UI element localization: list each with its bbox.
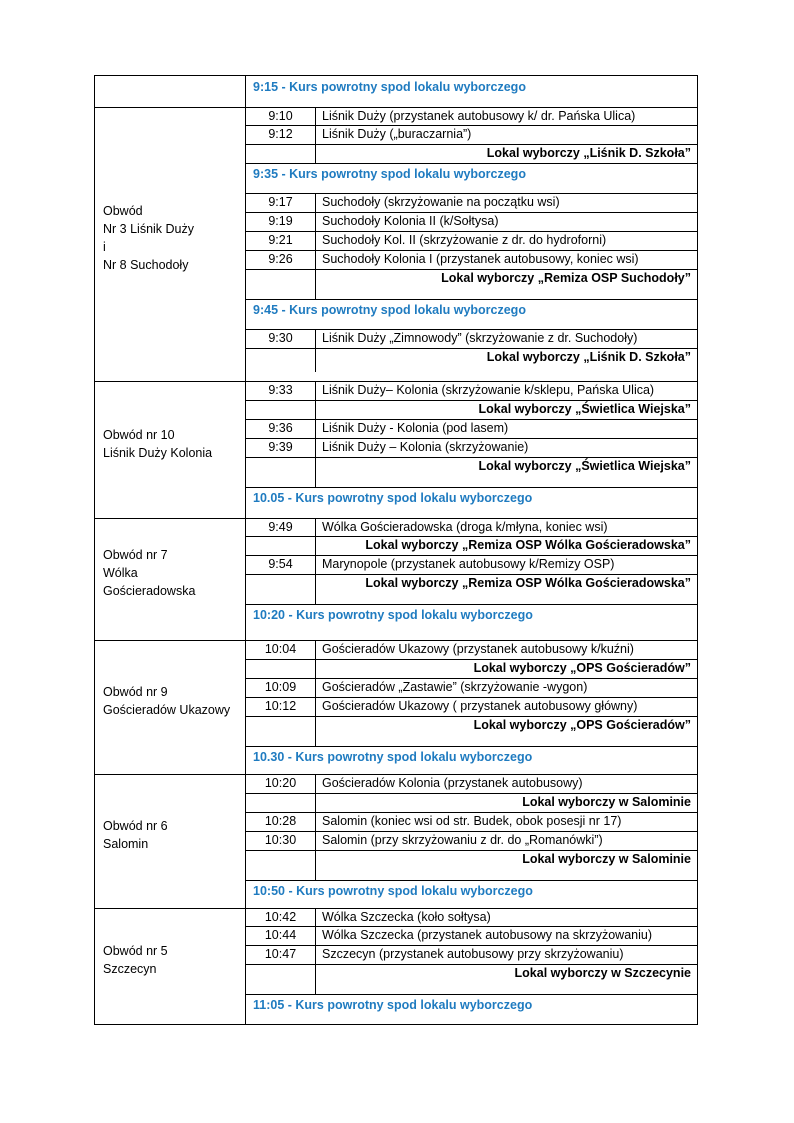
- obwod-label: Obwód nr 5: [103, 944, 168, 958]
- obwod-label: Gościeradów Ukazowy: [103, 703, 231, 717]
- obwod-label: Obwód: [103, 204, 143, 218]
- stop-time: 9:10: [268, 109, 293, 123]
- obwod-cell-empty: [95, 76, 246, 107]
- return-course-label: 9:45 - Kurs powrotny spod lokalu wyborczego: [253, 303, 526, 317]
- column-divider: [315, 231, 316, 250]
- column-divider: [315, 574, 316, 604]
- row-divider: [246, 299, 697, 300]
- stop-description: Szczecyn (przystanek autobusowy przy skrzyżowaniu): [322, 947, 624, 961]
- stop-description: Wólka Szczecka (koło sołtysa): [322, 910, 491, 924]
- stop-time: 10:42: [264, 910, 297, 924]
- column-divider: [315, 400, 316, 419]
- obwod-label: Salomin: [103, 837, 149, 851]
- obwod-label: Nr 8 Suchodoły: [103, 258, 189, 272]
- stop-time: 10:20: [264, 776, 297, 790]
- row-divider: [246, 880, 697, 881]
- column-divider: [315, 926, 316, 945]
- column-divider: [315, 774, 316, 793]
- stop-time: 9:19: [268, 214, 293, 228]
- stop-description: Suchodoły Kolonia I (przystanek autobusowy, koniec wsi): [322, 252, 639, 266]
- return-course-label: 9:35 - Kurs powrotny spod lokalu wyborczego: [253, 167, 526, 181]
- column-divider: [315, 850, 316, 880]
- column-divider: [315, 269, 316, 299]
- polling-station-label: Lokal wyborczy w Salominie: [522, 852, 691, 866]
- stop-description: Salomin (koniec wsi od str. Budek, obok posesji nr 17): [322, 814, 622, 828]
- column-divider: [315, 716, 316, 746]
- stop-description: Gościeradów Kolonia (przystanek autobusowy): [322, 776, 583, 790]
- obwod-label: Obwód nr 9: [103, 685, 168, 699]
- row-divider: [246, 487, 697, 488]
- stop-time: 9:49: [268, 520, 293, 534]
- column-divider: [315, 831, 316, 850]
- stop-time: 9:12: [268, 127, 293, 141]
- column-divider: [315, 678, 316, 697]
- column-divider: [315, 640, 316, 659]
- stop-description: Liśnik Duży – Kolonia (skrzyżowanie): [322, 440, 529, 454]
- stop-time: 9:54: [268, 557, 293, 571]
- stop-description: Wólka Gościeradowska (droga k/młyna, koniec wsi): [322, 520, 608, 534]
- polling-station-label: Lokal wyborczy „Remiza OSP Suchodoły”: [441, 271, 691, 285]
- column-divider: [315, 457, 316, 487]
- return-course-label: 10.30 - Kurs powrotny spod lokalu wyborczego: [253, 750, 533, 764]
- stop-time: 10:28: [264, 814, 297, 828]
- polling-station-label: Lokal wyborczy „Remiza OSP Wólka Gościeradowska”: [365, 576, 691, 590]
- column-divider: [315, 329, 316, 348]
- stop-time: 10:12: [264, 699, 297, 713]
- obwod-label: Obwód nr 6: [103, 819, 168, 833]
- stop-time: 9:36: [268, 421, 293, 435]
- stop-time: 9:21: [268, 233, 293, 247]
- stop-description: Liśnik Duży (przystanek autobusowy k/ dr. Pańska Ulica): [322, 109, 636, 123]
- stop-time: 9:30: [268, 331, 293, 345]
- column-divider: [315, 193, 316, 212]
- polling-station-label: Lokal wyborczy „Remiza OSP Wólka Gościeradowska”: [365, 538, 691, 552]
- column-divider: [315, 518, 316, 536]
- column-divider: [315, 945, 316, 964]
- return-course-label: 10.05 - Kurs powrotny spod lokalu wyborczego: [253, 491, 533, 505]
- column-divider: [315, 107, 316, 125]
- stop-description: Liśnik Duży - Kolonia (pod lasem): [322, 421, 509, 435]
- stop-time: 10:04: [264, 642, 297, 656]
- stop-description: Suchodoły Kolonia II (k/Sołtysa): [322, 214, 499, 228]
- column-divider: [315, 793, 316, 812]
- stop-description: Gościeradów „Zastawie” (skrzyżowanie -wygon): [322, 680, 588, 694]
- column-divider: [315, 964, 316, 994]
- stop-description: Gościeradów Ukazowy ( przystanek autobusowy główny): [322, 699, 638, 713]
- stop-time: 10:44: [264, 928, 297, 942]
- column-divider: [315, 812, 316, 831]
- obwod-label: Obwód nr 7: [103, 548, 168, 562]
- stop-time: 9:17: [268, 195, 293, 209]
- obwod-label: Liśnik Duży Kolonia: [103, 445, 213, 460]
- column-divider: [315, 419, 316, 438]
- column-divider: [315, 908, 316, 926]
- column-divider: [315, 536, 316, 555]
- stop-time: 10:09: [264, 680, 297, 694]
- stop-time: 9:33: [268, 383, 293, 397]
- stop-description: Gościeradów Ukazowy (przystanek autobusowy k/kuźni): [322, 642, 634, 656]
- stop-description: Marynopole (przystanek autobusowy k/Remizy OSP): [322, 557, 615, 571]
- polling-station-label: Lokal wyborczy „Liśnik D. Szkoła”: [486, 146, 691, 160]
- row-divider: [246, 604, 697, 605]
- column-divider: [315, 348, 316, 372]
- column-divider: [315, 381, 316, 400]
- stop-time: 10:47: [264, 947, 297, 961]
- stop-description: Liśnik Duży– Kolonia (skrzyżowanie k/sklepu, Pańska Ulica): [322, 383, 655, 397]
- column-divider: [315, 659, 316, 678]
- return-course-label: 10:20 - Kurs powrotny spod lokalu wyborczego: [253, 608, 533, 622]
- obwod-label: Obwód nr 10: [103, 427, 175, 442]
- obwod-label: Gościeradowska: [103, 584, 196, 598]
- column-divider: [315, 555, 316, 574]
- stop-description: Wólka Szczecka (przystanek autobusowy na skrzyżowaniu): [322, 928, 652, 942]
- column-divider: [315, 125, 316, 144]
- column-divider: [315, 144, 316, 163]
- row-divider: [246, 746, 697, 747]
- polling-station-label: Lokal wyborczy „Liśnik D. Szkoła”: [486, 350, 691, 364]
- stop-description: Suchodoły (skrzyżowanie na początku wsi): [322, 195, 560, 209]
- obwod-label: Wólka: [103, 566, 138, 580]
- obwod-label: Szczecyn: [103, 962, 157, 976]
- row-divider: [246, 994, 697, 995]
- polling-station-label: Lokal wyborczy „OPS Gościeradów”: [473, 661, 691, 675]
- polling-station-label: Lokal wyborczy w Szczecynie: [514, 966, 691, 980]
- stop-description: Suchodoły Kol. II (skrzyżowanie z dr. do hydroforni): [322, 233, 607, 247]
- obwod-cell: [95, 107, 246, 381]
- stop-description: Liśnik Duży „Zimnowody” (skrzyżowanie z dr. Suchodoły): [322, 331, 638, 345]
- polling-station-label: Lokal wyborczy „OPS Gościeradów”: [473, 718, 691, 732]
- obwod-label: i: [103, 240, 106, 254]
- column-divider: [315, 438, 316, 457]
- return-course-label: 11:05 - Kurs powrotny spod lokalu wyborczego: [253, 998, 533, 1012]
- row-divider: [246, 163, 697, 164]
- return-course-label: 10:50 - Kurs powrotny spod lokalu wyborczego: [253, 884, 533, 898]
- stop-description: Salomin (przy skrzyżowaniu z dr. do „Romanówki”): [322, 833, 603, 847]
- return-course-label: 9:15 - Kurs powrotny spod lokalu wyborczego: [253, 80, 526, 94]
- schedule-table: [94, 75, 698, 1025]
- column-divider: [315, 250, 316, 269]
- stop-description: Liśnik Duży („buraczarnia”): [322, 127, 472, 141]
- polling-station-label: Lokal wyborczy w Salominie: [522, 795, 691, 809]
- stop-time: 9:26: [268, 252, 293, 266]
- column-divider: [315, 212, 316, 231]
- column-divider: [315, 697, 316, 716]
- stop-time: 9:39: [268, 440, 293, 454]
- stop-time: 10:30: [264, 833, 297, 847]
- polling-station-label: Lokal wyborczy „Świetlica Wiejska”: [478, 459, 691, 473]
- polling-station-label: Lokal wyborczy „Świetlica Wiejska”: [478, 402, 691, 416]
- obwod-label: Nr 3 Liśnik Duży: [103, 222, 194, 236]
